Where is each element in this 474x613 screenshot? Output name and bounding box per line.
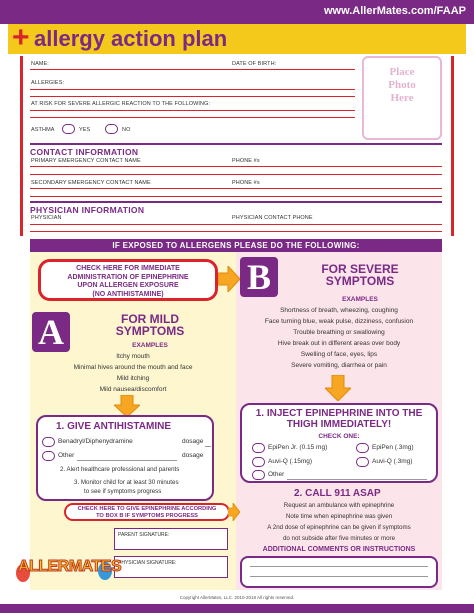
mild-examples-label: EXAMPLES <box>132 342 168 349</box>
comment-line[interactable] <box>250 566 428 567</box>
progress-line-1: CHECK HERE TO GIVE EPINEPHRINE ACCORDING <box>77 506 217 512</box>
mild-example: Itchy mouth <box>116 353 150 360</box>
additional-comments-label: ADDITIONAL COMMENTS OR INSTRUCTIONS <box>262 546 416 553</box>
mild-title <box>80 313 220 337</box>
arrow-right-icon <box>228 503 240 521</box>
copyright: Copyright AllerMates, LLC. 2010-2018 All rights reserved. <box>179 595 295 600</box>
exposed-banner <box>30 239 442 252</box>
severe-example: Trouble breathing or swallowing <box>293 329 385 336</box>
other-field[interactable] <box>287 479 427 480</box>
call-911-line: Request an ambulance with epinephrine <box>283 502 395 509</box>
asthma-no-label: NO <box>122 127 131 133</box>
physician-heading <box>30 201 442 215</box>
severe-example: Face turning blue, weak pulse, dizziness, confusion <box>264 318 414 325</box>
photo-placeholder[interactable] <box>362 56 442 140</box>
mild-example: Minimal hives around the mouth and face <box>73 364 193 371</box>
parent-signature-box[interactable] <box>114 528 228 550</box>
primary-phone-label: PHONE #s <box>232 158 260 164</box>
immediate-epinephrine-checkbox[interactable] <box>38 259 218 301</box>
option-checkbox[interactable] <box>42 451 55 461</box>
risk-field-2[interactable] <box>30 117 355 118</box>
immediate-line-1: CHECK HERE FOR IMMEDIATE <box>76 265 180 272</box>
severe-letter-badge <box>240 257 278 297</box>
mild-example: Mild itching <box>116 375 150 382</box>
immediate-line-4: (NO ANTIHISTAMINE) <box>92 290 164 298</box>
epinephrine-option-2[interactable] <box>356 443 436 453</box>
dosage-label: dosage <box>182 438 204 445</box>
parent-signature-label: PARENT SIGNATURE: <box>118 532 170 538</box>
option-label: Other <box>268 471 285 478</box>
option-checkbox[interactable] <box>42 437 55 447</box>
top-bar <box>0 0 474 24</box>
option-checkbox[interactable] <box>356 443 369 453</box>
arrow-down-icon <box>325 375 351 401</box>
physician-phone-label: PHYSICIAN CONTACT PHONE <box>232 215 313 221</box>
additional-comments-box[interactable] <box>240 556 438 588</box>
name-field[interactable] <box>30 69 355 70</box>
dob-label: DATE OF BIRTH: <box>232 61 277 67</box>
dosage-label: dosage <box>182 452 204 459</box>
severe-example: Swelling of face, eyes, lips <box>300 351 378 358</box>
physician-heading-text: PHYSICIAN INFORMATION <box>30 205 145 215</box>
logo-text: ALLERMATES <box>18 558 122 575</box>
primary-contact-field[interactable] <box>30 166 442 167</box>
physician-signature-label: PHYSICIAN SIGNATURE: <box>118 560 177 566</box>
severe-title-line-2: SYMPTOMS <box>325 274 395 288</box>
risk-field[interactable] <box>30 110 355 111</box>
call-911-line: A 2nd dose of epinephrine can be given if symptoms <box>267 524 411 531</box>
website-url[interactable]: www.AllerMates.com/FAAP <box>323 5 466 17</box>
mild-letter: A <box>38 312 64 352</box>
option-label: Auvi-Q (.3mg) <box>372 458 413 465</box>
option-checkbox[interactable] <box>356 457 369 467</box>
immediate-line-2: ADMINISTRATION OF EPINEPHRINE <box>67 273 189 281</box>
right-edge <box>451 56 454 236</box>
call-911-line: Note time when epinephrine was given <box>285 513 393 520</box>
bottom-bar <box>0 604 474 613</box>
call-911-title: 2. CALL 911 ASAP <box>294 488 381 499</box>
epinephrine-option-4[interactable] <box>356 457 436 467</box>
antihistamine-step-3b: to see if symptoms progress <box>84 488 162 495</box>
exposed-banner-text: IF EXPOSED TO ALLERGENS PLEASE DO THE FOLLOWING: <box>112 241 360 250</box>
antihistamine-step-2: 2. Alert healthcare professional and parents <box>60 466 180 473</box>
plus-icon: + <box>12 21 30 54</box>
severe-examples-label: EXAMPLES <box>342 296 378 303</box>
secondary-phone-label: PHONE #s <box>232 180 260 186</box>
mild-title-line-1: FOR MILD <box>121 312 179 326</box>
antihistamine-step-3a: 3. Monitor child for at least 30 minutes <box>74 479 179 486</box>
photo-text-3: Here <box>390 92 414 104</box>
mild-title-line-2: SYMPTOMS <box>115 324 185 338</box>
other-field[interactable] <box>77 460 177 461</box>
progress-line-2: TO BOX B IF SYMPTOMS PROGRESS <box>96 512 198 519</box>
severe-title <box>290 263 430 287</box>
option-checkbox[interactable] <box>252 443 265 453</box>
mild-letter-badge <box>32 312 70 352</box>
option-label: Auvi-Q (.15mg) <box>268 458 313 465</box>
secondary-contact-label: SECONDARY EMERGENCY CONTACT NAME <box>31 180 151 186</box>
physician-signature-box[interactable] <box>114 556 228 578</box>
primary-contact-field-2[interactable] <box>30 174 442 175</box>
allermates-logo <box>14 548 122 588</box>
epinephrine-option-3[interactable] <box>252 457 352 467</box>
contact-heading <box>30 143 442 157</box>
severe-letter: B <box>246 257 271 297</box>
photo-text-2: Photo <box>388 79 416 91</box>
asthma-yes-label: YES <box>79 127 91 133</box>
title-banner <box>8 21 466 54</box>
mild-example: Mild nausea/discomfort <box>99 386 167 393</box>
physician-field[interactable] <box>30 224 442 225</box>
risk-label: AT RISK FOR SEVERE ALLERGIC REACTION TO THE FOLLOWING: <box>31 101 211 107</box>
page-title: allergy action plan <box>34 26 228 51</box>
antihistamine-title: 1. GIVE ANTIHISTAMINE <box>56 421 172 432</box>
check-one-label: CHECK ONE: <box>318 433 360 440</box>
name-label: NAME: <box>31 61 49 67</box>
left-edge <box>20 56 23 236</box>
epinephrine-title-2: THIGH IMMEDIATELY! <box>286 419 392 430</box>
option-label: EpiPen Jr. (0.15 mg) <box>268 444 328 451</box>
immediate-line-3: UPON ALLERGEN EXPOSURE <box>77 282 179 289</box>
primary-contact-label: PRIMARY EMERGENCY CONTACT NAME <box>31 158 141 164</box>
dosage-field[interactable] <box>205 446 211 447</box>
option-checkbox[interactable] <box>252 457 265 467</box>
arrow-down-icon <box>114 395 140 417</box>
contact-heading-text: CONTACT INFORMATION <box>30 147 139 157</box>
photo-text-1: Place <box>389 66 415 78</box>
severe-example: Shortness of breath, wheezing, coughing <box>280 307 398 314</box>
progress-epinephrine-checkbox[interactable] <box>64 503 230 521</box>
comment-line[interactable] <box>250 576 428 577</box>
severe-title-line-1: FOR SEVERE <box>321 262 399 276</box>
antihistamine-option-1[interactable] <box>42 437 210 447</box>
allergies-label: ALLERGIES: <box>31 80 65 86</box>
epinephrine-title-1: 1. INJECT EPINEPHRINE INTO THE <box>255 408 423 419</box>
allergies-field-2[interactable] <box>30 96 355 97</box>
epinephrine-option-1[interactable] <box>252 443 352 453</box>
allergies-field[interactable] <box>30 89 355 90</box>
call-911-line: do not subside after five minutes or more <box>282 535 396 542</box>
epinephrine-option-other[interactable] <box>252 470 432 480</box>
antihistamine-option-2[interactable] <box>42 451 210 461</box>
option-label: Other <box>58 452 75 459</box>
secondary-contact-field[interactable] <box>30 188 442 189</box>
physician-field-2[interactable] <box>30 231 442 232</box>
severe-example: Severe vomiting, diarrhea or pain <box>291 362 387 369</box>
asthma-yes-radio[interactable] <box>62 124 75 134</box>
arrow-right-icon <box>218 266 240 292</box>
secondary-contact-field-2[interactable] <box>30 196 442 197</box>
option-checkbox[interactable] <box>252 470 265 480</box>
option-label: Benadryl/Diphenydramine <box>58 438 133 445</box>
option-label: EpiPen (.3mg) <box>372 444 414 451</box>
physician-label: PHYSICIAN <box>31 215 62 221</box>
severe-example: Hive break out in different areas over body <box>277 340 401 347</box>
asthma-no-radio[interactable] <box>105 124 118 134</box>
asthma-label: ASTHMA <box>31 127 55 133</box>
